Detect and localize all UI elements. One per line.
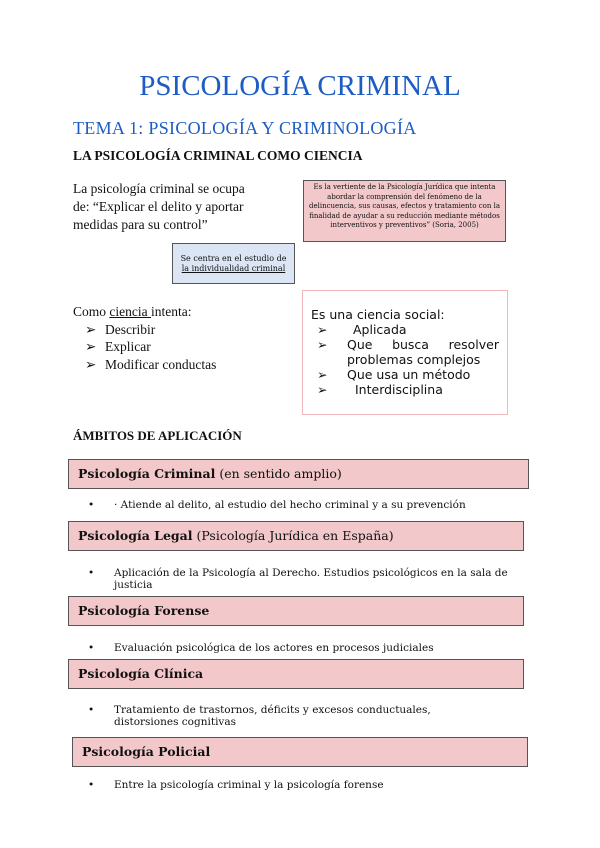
- ambito-note: (Psicología Jurídica en España): [192, 528, 394, 543]
- bullet-icon: •: [88, 567, 95, 579]
- social-science-box: [302, 290, 508, 415]
- list-item: [88, 642, 508, 654]
- aims-underlined: ciencia: [109, 304, 151, 319]
- item-text: · Atiende al delito, al estudio del hecho criminal y a su prevención: [114, 499, 466, 511]
- ambito-bar: [72, 737, 528, 767]
- bullet-icon: •: [88, 704, 95, 716]
- ambito-name: Psicología Criminal: [78, 466, 216, 481]
- ambito-note: (en sentido amplio): [215, 466, 342, 481]
- item-text: Aplicación de la Psicología al Derecho. Estudios psicológicos en la sala de justicia: [114, 567, 508, 591]
- list-item: [73, 356, 216, 374]
- list-item: [73, 338, 216, 356]
- arrow-bullet-icon: ➢: [85, 321, 97, 337]
- ambito-bar: [68, 659, 524, 689]
- aims-suffix: intenta:: [151, 304, 192, 319]
- intro-paragraph: La psicología criminal se ocupa de: “Explicar el delito y aportar medidas para su control”: [73, 181, 245, 232]
- ambito-bar: [68, 459, 529, 489]
- list-item: [311, 382, 499, 397]
- focus-line-1: Se centra en el estudio de: [180, 254, 287, 263]
- topic-heading: TEMA 1: PSICOLOGÍA Y CRIMINOLOGÍA: [73, 118, 417, 138]
- ambito-name: Psicología Policial: [82, 744, 211, 759]
- list-item: [311, 337, 499, 367]
- list-item: [88, 567, 508, 591]
- focus-box: [172, 243, 295, 284]
- list-item: [88, 499, 508, 511]
- ambito-name: Psicología Forense: [78, 603, 210, 618]
- item-text: Entre la psicología criminal y la psicología forense: [114, 779, 384, 791]
- arrow-bullet-icon: ➢: [317, 337, 328, 352]
- ambito-name: Psicología Legal: [78, 528, 193, 543]
- item-text: Interdisciplina: [355, 382, 443, 397]
- bullet-icon: •: [88, 499, 95, 511]
- item-text: Aplicada: [353, 322, 407, 337]
- definition-quote-box: Es la vertiente de la Psicología Jurídica que intenta abordar la comprensión del fenómeno de la delincuencia, sus causas, efectos y tratamiento con la finalidad de ayudar a su reducción mediante métodos interventivos y preventivos” (Soria, 2005): [303, 180, 506, 242]
- bullet-icon: •: [88, 779, 95, 791]
- section-heading: ÁMBITOS DE APLICACIÓN: [73, 428, 242, 443]
- list-item: [73, 321, 216, 339]
- science-aims: [73, 303, 216, 373]
- ambito-bar: [68, 521, 524, 551]
- science-aims-heading: [73, 303, 216, 321]
- item-text: Que usa un método: [347, 367, 471, 382]
- arrow-bullet-icon: ➢: [317, 367, 328, 382]
- item-text: Explicar: [105, 339, 151, 354]
- aims-prefix: Como: [73, 304, 110, 319]
- item-text: Modificar conductas: [105, 356, 217, 372]
- list-item: [88, 704, 448, 728]
- list-item: [88, 779, 508, 791]
- arrow-bullet-icon: ➢: [317, 322, 328, 337]
- item-text: Tratamiento de trastornos, déficits y excesos conductuales, distorsiones cognitivas: [114, 704, 431, 728]
- arrow-bullet-icon: ➢: [85, 339, 97, 354]
- ambito-name: Psicología Clínica: [78, 666, 204, 681]
- page-title: PSICOLOGÍA CRIMINAL: [139, 70, 461, 102]
- focus-line-2: la individualidad criminal: [181, 264, 286, 273]
- list-item: [311, 367, 499, 382]
- social-heading: Es una ciencia social:: [311, 307, 445, 322]
- ambito-bar: [68, 596, 524, 626]
- item-text: Que busca resolver problemas complejos: [347, 337, 499, 367]
- item-text: Describir: [105, 321, 156, 337]
- arrow-bullet-icon: ➢: [85, 356, 97, 372]
- arrow-bullet-icon: ➢: [317, 382, 328, 397]
- list-item: [311, 322, 499, 337]
- item-text: Evaluación psicológica de los actores en procesos judiciales: [114, 642, 434, 654]
- bullet-icon: •: [88, 642, 95, 654]
- section-heading: LA PSICOLOGÍA CRIMINAL COMO CIENCIA: [73, 148, 363, 163]
